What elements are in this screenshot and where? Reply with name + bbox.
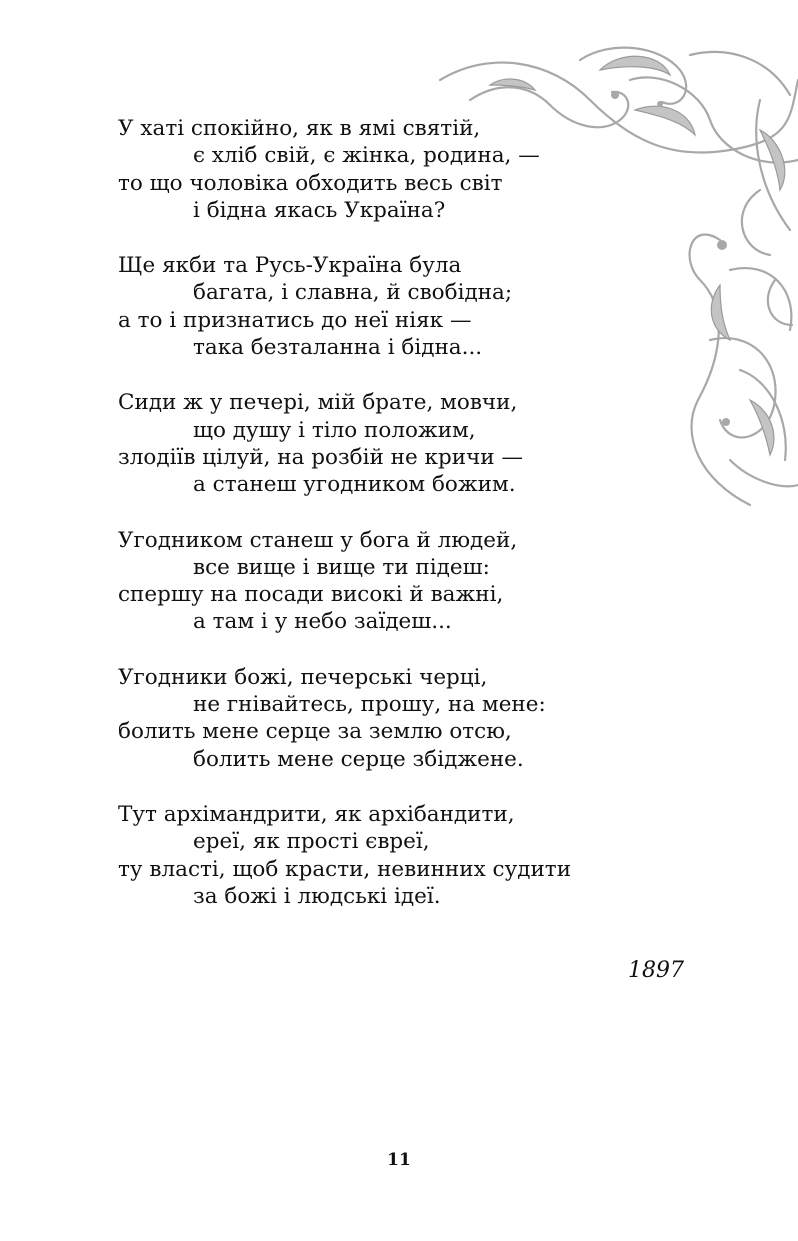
poem-line: багата, і славна, й свобідна; <box>193 280 513 306</box>
poem-line: і бідна якась Україна? <box>193 197 446 223</box>
stanza <box>118 252 678 361</box>
poem-line: все вище і вище ти підеш: <box>193 554 490 580</box>
poem-line: ереї, як прості євреї, <box>193 829 430 855</box>
poem-line: спершу на посади високі й важні, <box>118 582 504 608</box>
poem-line: то що чоловіка обходить весь світ <box>118 170 503 196</box>
poem-line: болить мене серце за землю отсю, <box>118 719 512 745</box>
poem-line: ту власті, щоб красти, невинних судити <box>118 856 572 882</box>
stanza <box>118 527 678 636</box>
stanza <box>118 801 678 910</box>
stanza <box>118 664 678 773</box>
poem-line: така безталанна і бідна... <box>193 335 483 361</box>
poem-line: У хаті спокійно, як в ямі святій, <box>118 116 481 141</box>
poem-line: Угодники божі, печерські черці, <box>118 664 488 690</box>
page-number: 11 <box>387 1150 411 1170</box>
poem-line: болить мене серце збіджене. <box>193 746 524 772</box>
poem-line: за божі і людські ідеї. <box>193 883 441 909</box>
poem <box>118 115 678 938</box>
poem-line: а там і у небо заїдеш... <box>193 609 452 635</box>
poem-line: а то і признатись до неї ніяк — <box>118 307 472 333</box>
poem-line: Сиди ж у печері, мій брате, мовчи, <box>118 390 518 416</box>
poem-line: не гнівайтесь, прошу, на мене: <box>193 692 546 718</box>
poem-line: є хліб свій, є жінка, родина, — <box>193 143 540 169</box>
poem-line: злодіїв цілуй, на розбій не кричи — <box>118 444 523 470</box>
poem-line: Угодником станеш у бога й людей, <box>118 527 518 553</box>
poem-line: а станеш угодником божим. <box>193 472 516 498</box>
poem-line: Ще якби та Русь-Україна була <box>118 253 462 279</box>
poem-line: що душу і тіло положим, <box>193 417 476 443</box>
poem-year: 1897 <box>628 958 684 983</box>
stanza <box>118 389 678 498</box>
poem-line: Тут архімандрити, як архібандити, <box>118 801 515 827</box>
stanza <box>118 115 678 224</box>
